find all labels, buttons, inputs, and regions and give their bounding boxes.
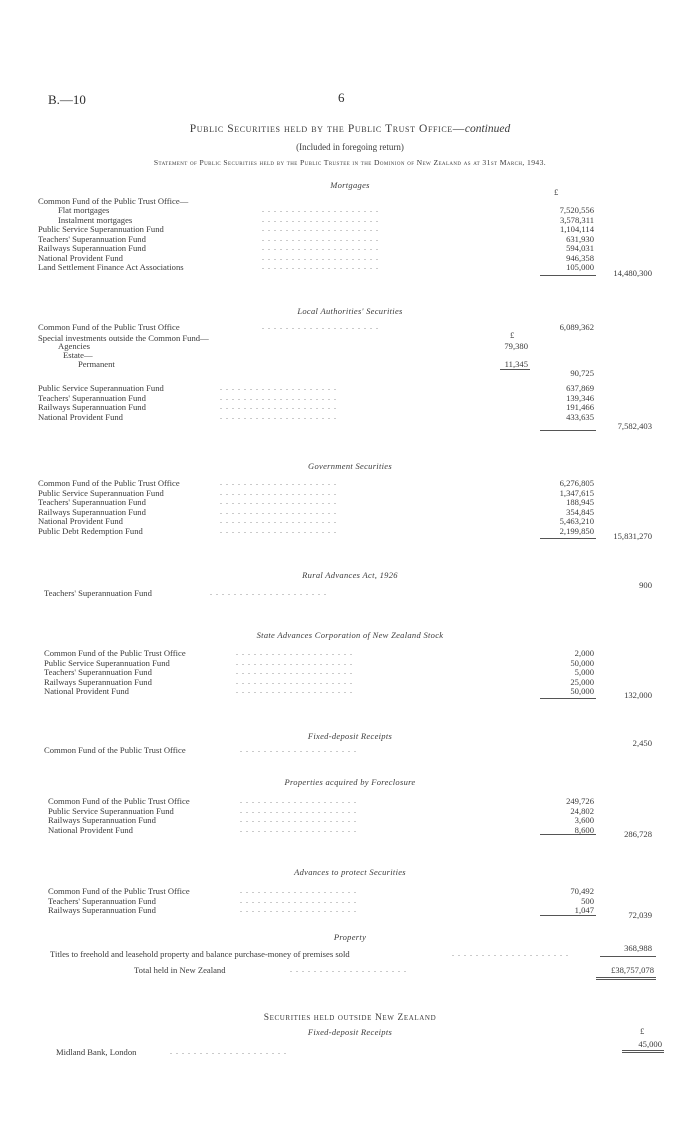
rule-line (540, 275, 596, 276)
row-value: 3,578,311 (559, 214, 594, 225)
rule-line (622, 1052, 664, 1053)
leader-dots: . . . . . . . . . . . . . . . . . . . . (236, 648, 353, 657)
row-value: 6,089,362 (559, 322, 594, 332)
row-label: National Provident Fund (44, 686, 129, 696)
page-number: 6 (338, 90, 345, 105)
section-total-advances: 72,039 (628, 910, 652, 920)
row-label: Teachers' Superannuation Fund (44, 588, 152, 598)
page-title-continued: continued (464, 123, 511, 135)
table-row (0, 677, 700, 687)
table-row (0, 322, 700, 332)
permanent-value: 11,345 (504, 359, 528, 369)
row-value: 2,199,850 (559, 525, 594, 536)
currency-symbol: £ (554, 187, 559, 197)
section-total-rural: 900 (639, 580, 652, 590)
row-label: Flat mortgages (58, 205, 110, 215)
double-rule-bottom (596, 979, 656, 980)
row-label: Common Fund of the Public Trust Office (48, 796, 190, 806)
table-row (0, 965, 700, 975)
leader-dots: . . . . . . . . . . . . . . . . . . . . (220, 497, 337, 506)
row-label: Estate— (63, 350, 93, 360)
row-label: Railways Superannuation Fund (48, 815, 156, 825)
table-row (0, 667, 700, 677)
table-row (0, 215, 700, 225)
table-row (0, 745, 700, 755)
table-row (0, 825, 700, 835)
leader-dots: . . . . . . . . . . . . . . . . . . . . (220, 525, 337, 535)
table-row (0, 243, 700, 253)
table-row (0, 905, 700, 915)
grand-total-nz: £38,757,078 (611, 965, 654, 975)
section-total-local-authorities: 7,582,403 (617, 421, 652, 431)
row-value: 2,000 (574, 648, 594, 658)
row-value: 946,358 (566, 252, 594, 263)
rule-line (540, 538, 596, 539)
row-value: 3,600 (574, 815, 594, 825)
row-value: 500 (581, 895, 594, 906)
leader-dots: . . . . . . . . . . . . . . . . . . . . (220, 506, 337, 516)
row-label: National Provident Fund (38, 411, 123, 422)
leader-dots: . . . . . . . . . . . . . . . . . . . . (236, 686, 353, 695)
row-label: Titles to freehold and leasehold property and balance purchase-money of premises sold (50, 949, 350, 959)
row-value: 594,031 (566, 243, 594, 253)
leader-dots: . . . . . . . . . . . . . . . . . . . . (262, 322, 379, 331)
leader-dots: . . . . . . . . . . . . . . . . . . . . (220, 516, 337, 525)
row-value: 70,492 (570, 886, 594, 896)
table-row (0, 478, 700, 488)
agencies-value: 79,380 (504, 341, 528, 351)
table-row (0, 402, 700, 412)
leader-dots: . . . . . . . . . . . . . . . . . . . . (220, 402, 337, 411)
rule-line (500, 369, 530, 370)
row-label: Railways Superannuation Fund (38, 402, 146, 412)
document-reference: B.—10 (48, 92, 86, 107)
leader-dots: . . . . . . . . . . . . . . . . . . . . (240, 905, 357, 914)
table-row (0, 224, 700, 234)
leader-dots: . . . . . . . . . . . . . . . . . . . . (220, 478, 337, 487)
page-subtitle: (Included in foregoing return) (296, 142, 404, 152)
table-row (0, 1047, 700, 1057)
section-total-property: 368,988 (624, 943, 652, 953)
total-label: Total held in New Zealand (134, 965, 226, 975)
row-label: Public Service Superannuation Fund (38, 224, 164, 234)
row-value: 139,346 (566, 392, 594, 403)
row-label: National Provident Fund (38, 252, 123, 263)
row-label: Public Debt Redemption Fund (38, 525, 143, 536)
section-total-mortgages: 14,480,300 (613, 268, 652, 278)
section-heading-rural: Rural Advances Act, 1926 (302, 570, 398, 580)
leader-dots: . . . . . . . . . . . . . . . . . . . . (262, 243, 379, 252)
table-row (0, 488, 700, 498)
row-label: Land Settlement Finance Act Associations (38, 262, 184, 272)
row-value: 191,466 (566, 402, 594, 412)
leader-dots: . . . . . . . . . . . . . . . . . . . . (220, 383, 337, 392)
leader-dots: . . . . . . . . . . . . . . . . . . . . (220, 487, 337, 497)
row-value: 1,047 (574, 905, 594, 915)
table-row (0, 815, 700, 825)
row-label: Instalment mortgages (58, 214, 133, 225)
row-label: Teachers' Superannuation Fund (38, 497, 146, 507)
rule-line (540, 834, 596, 835)
leader-dots: . . . . . . . . . . . . . . . . . . . . (236, 657, 353, 667)
row-label: National Provident Fund (48, 824, 133, 835)
leader-dots: . . . . . . . . . . . . . . . . . . . . (290, 965, 407, 974)
row-label: Public Service Superannuation Fund (38, 487, 164, 498)
table-row (0, 253, 700, 263)
page-title (0, 123, 700, 135)
leader-dots: . . . . . . . . . . . . . . . . . . . . (262, 262, 379, 271)
rule-line (622, 1050, 664, 1051)
rule-line (540, 430, 596, 431)
row-value: 188,945 (566, 497, 594, 507)
row-label: Teachers' Superannuation Fund (48, 895, 156, 906)
outside-total: 45,000 (638, 1039, 662, 1049)
table-row (0, 516, 700, 526)
table-row (0, 648, 700, 658)
leader-dots: . . . . . . . . . . . . . . . . . . . . (240, 815, 357, 824)
row-label: Railways Superannuation Fund (38, 243, 146, 253)
leader-dots: . . . . . . . . . . . . . . . . . . . . (220, 392, 337, 402)
row-label: Public Service Superannuation Fund (38, 383, 164, 393)
row-value: 50,000 (570, 686, 594, 696)
table-row (0, 393, 700, 403)
table-row (0, 383, 700, 393)
row-value: 1,347,615 (559, 487, 594, 498)
row-value: 637,869 (566, 383, 594, 393)
table-row (0, 412, 700, 422)
leader-dots: . . . . . . . . . . . . . . . . . . . . (452, 949, 569, 958)
table-row (0, 806, 700, 816)
table-row (0, 526, 700, 536)
row-label: Teachers' Superannuation Fund (44, 667, 152, 677)
row-label: Railways Superannuation Fund (38, 506, 146, 517)
rule-line (600, 956, 656, 957)
leader-dots: . . . . . . . . . . . . . . . . . . . . (262, 252, 379, 262)
special-investments-total: 90,725 (570, 368, 594, 378)
leader-dots: . . . . . . . . . . . . . . . . . . . . (220, 411, 337, 421)
leader-dots: . . . . . . . . . . . . . . . . . . . . (262, 233, 379, 243)
row-label: Public Service Superannuation Fund (44, 657, 170, 668)
table-row (0, 658, 700, 668)
rule-line (540, 698, 596, 699)
double-rule-top (596, 977, 656, 978)
leader-dots: . . . . . . . . . . . . . . . . . . . . (240, 745, 357, 754)
leader-dots: . . . . . . . . . . . . . . . . . . . . (262, 214, 379, 224)
table-row (0, 359, 700, 369)
row-label: Railways Superannuation Fund (48, 905, 156, 915)
section-total-state-advances: 132,000 (624, 690, 652, 700)
row-value: 1,104,114 (559, 224, 594, 234)
row-label: Railways Superannuation Fund (44, 676, 152, 687)
row-value: 50,000 (570, 657, 594, 668)
row-value: 631,930 (566, 233, 594, 244)
row-value: 5,000 (574, 667, 594, 677)
row-value: 433,635 (566, 411, 594, 422)
leader-dots: . . . . . . . . . . . . . . . . . . . . (262, 205, 379, 214)
row-label: Agencies (58, 341, 90, 351)
section-heading-foreclosure: Properties acquired by Foreclosure (284, 777, 416, 787)
section-heading-fixed-deposit: Fixed-deposit Receipts (307, 731, 393, 741)
row-value: 249,726 (566, 796, 594, 806)
leader-dots: . . . . . . . . . . . . . . . . . . . . (210, 588, 327, 597)
row-label: Common Fund of the Public Trust Office (44, 648, 186, 658)
section-total-foreclosure: 286,728 (624, 829, 652, 839)
rule-line (540, 915, 596, 916)
section-heading-state-advances: State Advances Corporation of New Zealand Stock (256, 630, 444, 640)
row-label: Common Fund of the Public Trust Office— (38, 196, 189, 206)
row-value: 7,520,556 (559, 205, 594, 215)
row-value: 8,600 (574, 824, 594, 835)
table-row (0, 886, 700, 896)
leader-dots: . . . . . . . . . . . . . . . . . . . . (170, 1047, 287, 1056)
table-row (0, 234, 700, 244)
row-label: Common Fund of the Public Trust Office (44, 745, 186, 755)
row-label: Special investments outside the Common Fund— (38, 333, 209, 343)
table-row (0, 896, 700, 906)
section-heading-local-authorities: Local Authorities' Securities (297, 306, 403, 316)
section-total-fixed-deposit: 2,450 (632, 738, 652, 748)
section-heading-mortgages: Mortgages (330, 180, 370, 190)
row-value: 354,845 (566, 506, 594, 517)
table-row (0, 588, 700, 598)
leader-dots: . . . . . . . . . . . . . . . . . . . . (236, 667, 353, 676)
row-label: Common Fund of the Public Trust Office (38, 478, 180, 488)
row-label: Permanent (78, 359, 115, 369)
row-value: 6,276,805 (559, 478, 594, 488)
currency-symbol-outside: £ (640, 1026, 645, 1036)
row-label: Public Service Superannuation Fund (48, 805, 174, 816)
section-total-government: 15,831,270 (613, 531, 652, 541)
table-row (0, 497, 700, 507)
statement-heading: Statement of Public Securities held by the Public Trustee in the Dominion of New Zealand as at 31st March, 1943. (153, 158, 547, 167)
row-label: Common Fund of the Public Trust Office (48, 886, 190, 896)
row-label: Teachers' Superannuation Fund (38, 392, 146, 403)
section-title-outside-nz: Securities held outside New Zealand (263, 1013, 437, 1023)
row-label: Teachers' Superannuation Fund (38, 233, 146, 244)
table-row (0, 796, 700, 806)
currency-symbol: £ (510, 330, 515, 340)
table-row (0, 949, 700, 959)
row-value: 24,802 (570, 805, 594, 816)
page-title-text: Public Securities held by the Public Trust Office— (189, 123, 465, 135)
leader-dots: . . . . . . . . . . . . . . . . . . . . (240, 824, 357, 834)
leader-dots: . . . . . . . . . . . . . . . . . . . . (262, 224, 379, 233)
section-heading-government: Government Securities (308, 461, 392, 471)
table-row (0, 686, 700, 696)
leader-dots: . . . . . . . . . . . . . . . . . . . . (240, 796, 357, 805)
leader-dots: . . . . . . . . . . . . . . . . . . . . (240, 886, 357, 895)
leader-dots: . . . . . . . . . . . . . . . . . . . . (236, 676, 353, 686)
row-value: 5,463,210 (559, 516, 594, 526)
section-heading-outside-fixed-deposit: Fixed-deposit Receipts (307, 1027, 393, 1037)
leader-dots: . . . . . . . . . . . . . . . . . . . . (240, 805, 357, 815)
section-heading-advances: Advances to protect Securities (294, 867, 406, 877)
row-value: 105,000 (566, 262, 594, 272)
row-value: 25,000 (570, 676, 594, 687)
table-row (0, 262, 700, 272)
table-row (0, 205, 700, 215)
row-label: National Provident Fund (38, 516, 123, 526)
row-label: Common Fund of the Public Trust Office (38, 322, 180, 332)
table-row (0, 507, 700, 517)
section-heading-property: Property (333, 932, 367, 942)
row-label: Midland Bank, London (56, 1047, 137, 1057)
leader-dots: . . . . . . . . . . . . . . . . . . . . (240, 895, 357, 905)
